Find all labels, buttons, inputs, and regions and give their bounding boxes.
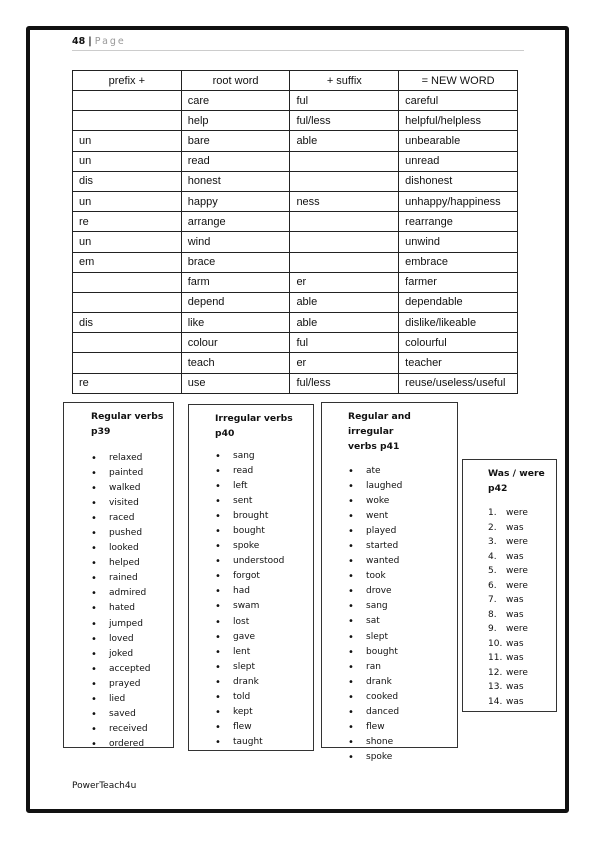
list-item: • drove xyxy=(348,584,457,599)
list-item xyxy=(488,550,556,565)
list-item: • walked xyxy=(91,481,173,496)
list-item: • took xyxy=(348,569,457,584)
item-word: were xyxy=(506,624,528,634)
list-item: • wanted xyxy=(348,554,457,569)
list-item: • pushed xyxy=(91,526,173,541)
cell-new-word: unhappy/happiness xyxy=(399,191,518,211)
item-word: were xyxy=(506,537,528,547)
cell-suffix xyxy=(290,252,399,272)
cell-root-word: brace xyxy=(181,252,290,272)
item-number: 13. xyxy=(488,682,503,692)
list-item xyxy=(488,593,556,608)
list-item xyxy=(488,695,556,710)
item-word: was xyxy=(506,551,524,562)
cell-new-word: unbearable xyxy=(399,131,518,151)
word-building-table xyxy=(72,70,518,394)
item-word: was xyxy=(506,595,524,605)
cell-root-word: wind xyxy=(181,232,290,252)
list-item: • hated xyxy=(91,601,173,616)
list-item xyxy=(488,637,556,652)
list-item: • spoke xyxy=(215,539,313,554)
item-word: was xyxy=(506,653,524,663)
list-item: • visited xyxy=(91,496,173,511)
regular-irregular-verbs-title: Regular and irregular verbs p41 xyxy=(348,411,411,452)
item-number: 4. xyxy=(488,551,497,562)
cell-new-word: teacher xyxy=(399,353,518,373)
list-item: • woke xyxy=(348,494,457,509)
list-item: • cooked xyxy=(348,690,457,705)
list-item: • spoke xyxy=(348,750,457,765)
cell-prefix xyxy=(73,292,182,312)
header-suffix: + suffix xyxy=(290,71,399,91)
list-item xyxy=(488,579,556,594)
regular-verbs-box xyxy=(63,402,174,748)
cell-prefix: un xyxy=(73,191,182,211)
header-rule xyxy=(72,50,524,51)
list-item: • forgot xyxy=(215,569,313,584)
list-item: • swam xyxy=(215,599,313,614)
item-word: were xyxy=(506,566,528,576)
list-item xyxy=(488,622,556,637)
cell-suffix: ful/less xyxy=(290,111,399,131)
list-item: • relaxed xyxy=(91,451,173,466)
item-number: 14. xyxy=(488,696,503,707)
table-row xyxy=(73,91,518,111)
list-item: • sent xyxy=(215,494,313,509)
was-were-title: Was / were p42 xyxy=(488,468,545,494)
item-word: was xyxy=(506,522,524,533)
cell-root-word: farm xyxy=(181,272,290,292)
item-number: 6. xyxy=(488,580,497,591)
was-were-box xyxy=(462,459,557,712)
cell-root-word: read xyxy=(181,151,290,171)
table-row xyxy=(73,212,518,232)
list-item: • played xyxy=(348,524,457,539)
list-item: • gave xyxy=(215,630,313,645)
cell-suffix: er xyxy=(290,272,399,292)
cell-prefix xyxy=(73,353,182,373)
table-row xyxy=(73,232,518,252)
table-row xyxy=(73,151,518,171)
table-row xyxy=(73,252,518,272)
item-word: was xyxy=(506,609,524,620)
list-item: • ran xyxy=(348,660,457,675)
list-item: • rained xyxy=(91,571,173,586)
cell-root-word: use xyxy=(181,373,290,393)
list-item: • jumped xyxy=(91,617,173,632)
cell-prefix: dis xyxy=(73,171,182,191)
list-item: • danced xyxy=(348,705,457,720)
list-item: • looked xyxy=(91,541,173,556)
footer-brand: PowerTeach4u xyxy=(72,781,137,791)
list-item: • saved xyxy=(91,707,173,722)
cell-prefix xyxy=(73,91,182,111)
cell-root-word: like xyxy=(181,313,290,333)
list-item: • ordered xyxy=(91,737,173,752)
list-item: • bought xyxy=(215,524,313,539)
cell-root-word: bare xyxy=(181,131,290,151)
cell-new-word: rearrange xyxy=(399,212,518,232)
cell-root-word: help xyxy=(181,111,290,131)
list-item xyxy=(488,564,556,579)
cell-new-word: careful xyxy=(399,91,518,111)
list-item: • sat xyxy=(348,614,457,629)
list-item xyxy=(488,506,556,521)
list-item: • lent xyxy=(215,645,313,660)
page-header xyxy=(72,36,126,47)
irregular-verbs-title: Irregular verbs p40 xyxy=(215,413,293,439)
list-item: • had xyxy=(215,584,313,599)
cell-root-word: arrange xyxy=(181,212,290,232)
item-number: 7. xyxy=(488,595,497,605)
item-number: 1. xyxy=(488,508,497,518)
item-word: was xyxy=(506,638,524,649)
table-row xyxy=(73,171,518,191)
list-item: • went xyxy=(348,509,457,524)
cell-new-word: helpful/helpless xyxy=(399,111,518,131)
irregular-verbs-box xyxy=(188,404,314,751)
item-word: was xyxy=(506,696,524,707)
page-label: Page xyxy=(94,36,126,47)
list-item: • shone xyxy=(348,735,457,750)
item-number: 8. xyxy=(488,609,497,620)
cell-prefix: re xyxy=(73,373,182,393)
cell-prefix: un xyxy=(73,232,182,252)
item-word: was xyxy=(506,682,524,692)
cell-new-word: unread xyxy=(399,151,518,171)
list-item: • accepted xyxy=(91,662,173,677)
cell-root-word: happy xyxy=(181,191,290,211)
cell-suffix: ness xyxy=(290,191,399,211)
table-row xyxy=(73,333,518,353)
cell-new-word: dislike/likeable xyxy=(399,313,518,333)
cell-suffix xyxy=(290,171,399,191)
header-prefix: prefix + xyxy=(73,71,182,91)
was-were-list xyxy=(488,506,556,709)
table-row xyxy=(73,292,518,312)
table-row xyxy=(73,313,518,333)
regular-verbs-title: Regular verbs p39 xyxy=(91,411,164,437)
header-new-word: = NEW WORD xyxy=(399,71,518,91)
list-item xyxy=(488,608,556,623)
cell-root-word: teach xyxy=(181,353,290,373)
regular-irregular-verbs-box xyxy=(321,402,458,762)
list-item: • flew xyxy=(215,720,313,735)
cell-root-word: depend xyxy=(181,292,290,312)
cell-prefix: un xyxy=(73,151,182,171)
cell-prefix: re xyxy=(73,212,182,232)
table-row xyxy=(73,131,518,151)
item-word: were xyxy=(506,508,528,518)
list-item: • slept xyxy=(348,630,457,645)
cell-new-word: embrace xyxy=(399,252,518,272)
cell-prefix: em xyxy=(73,252,182,272)
cell-suffix: ful/less xyxy=(290,373,399,393)
header-root-word: root word xyxy=(181,71,290,91)
item-number: 12. xyxy=(488,667,503,678)
list-item: • drank xyxy=(215,675,313,690)
list-item: • kept xyxy=(215,705,313,720)
item-number: 2. xyxy=(488,522,497,533)
cell-suffix: able xyxy=(290,131,399,151)
header-separator: | xyxy=(88,36,92,47)
item-number: 10. xyxy=(488,638,503,649)
cell-new-word: unwind xyxy=(399,232,518,252)
item-number: 11. xyxy=(488,653,503,663)
list-item: • told xyxy=(215,690,313,705)
list-item: • received xyxy=(91,722,173,737)
table-row xyxy=(73,111,518,131)
cell-root-word: honest xyxy=(181,171,290,191)
list-item: • lied xyxy=(91,692,173,707)
cell-prefix xyxy=(73,333,182,353)
cell-root-word: care xyxy=(181,91,290,111)
cell-new-word: reuse/useless/useful xyxy=(399,373,518,393)
list-item: • sang xyxy=(215,449,313,464)
list-item: • joked xyxy=(91,647,173,662)
list-item xyxy=(488,666,556,681)
cell-suffix: able xyxy=(290,313,399,333)
cell-new-word: dishonest xyxy=(399,171,518,191)
list-item: • flew xyxy=(348,720,457,735)
cell-new-word: colourful xyxy=(399,333,518,353)
list-item: • raced xyxy=(91,511,173,526)
list-item xyxy=(488,680,556,695)
item-number: 5. xyxy=(488,566,497,576)
list-item: • sang xyxy=(348,599,457,614)
irregular-verbs-list xyxy=(215,449,313,750)
list-item: • ate xyxy=(348,464,457,479)
list-item: • slept xyxy=(215,660,313,675)
regular-irregular-verbs-list xyxy=(348,464,457,765)
cell-root-word: colour xyxy=(181,333,290,353)
item-word: were xyxy=(506,667,528,678)
list-item: • understood xyxy=(215,554,313,569)
cell-prefix xyxy=(73,111,182,131)
regular-verbs-list xyxy=(91,451,173,752)
item-word: were xyxy=(506,580,528,591)
list-item: • helped xyxy=(91,556,173,571)
list-item: • laughed xyxy=(348,479,457,494)
list-item: • read xyxy=(215,464,313,479)
table-row xyxy=(73,353,518,373)
cell-suffix xyxy=(290,212,399,232)
cell-suffix: ful xyxy=(290,91,399,111)
list-item xyxy=(488,521,556,536)
list-item: • lost xyxy=(215,615,313,630)
list-item: • prayed xyxy=(91,677,173,692)
cell-suffix xyxy=(290,151,399,171)
list-item: • loved xyxy=(91,632,173,647)
cell-suffix: er xyxy=(290,353,399,373)
cell-suffix xyxy=(290,232,399,252)
cell-prefix: dis xyxy=(73,313,182,333)
list-item: • left xyxy=(215,479,313,494)
cell-new-word: dependable xyxy=(399,292,518,312)
cell-suffix: ful xyxy=(290,333,399,353)
table-body xyxy=(73,91,518,394)
table-row xyxy=(73,373,518,393)
list-item: • drank xyxy=(348,675,457,690)
item-number: 3. xyxy=(488,537,497,547)
list-item: • admired xyxy=(91,586,173,601)
list-item: • painted xyxy=(91,466,173,481)
list-item: • taught xyxy=(215,735,313,750)
cell-prefix xyxy=(73,272,182,292)
cell-new-word: farmer xyxy=(399,272,518,292)
page-number: 48 xyxy=(72,36,86,47)
table-header-row xyxy=(73,71,518,91)
list-item xyxy=(488,535,556,550)
cell-suffix: able xyxy=(290,292,399,312)
item-number: 9. xyxy=(488,624,497,634)
list-item xyxy=(488,651,556,666)
table-row xyxy=(73,272,518,292)
list-item: • brought xyxy=(215,509,313,524)
list-item: • started xyxy=(348,539,457,554)
table-row xyxy=(73,191,518,211)
cell-prefix: un xyxy=(73,131,182,151)
list-item: • bought xyxy=(348,645,457,660)
